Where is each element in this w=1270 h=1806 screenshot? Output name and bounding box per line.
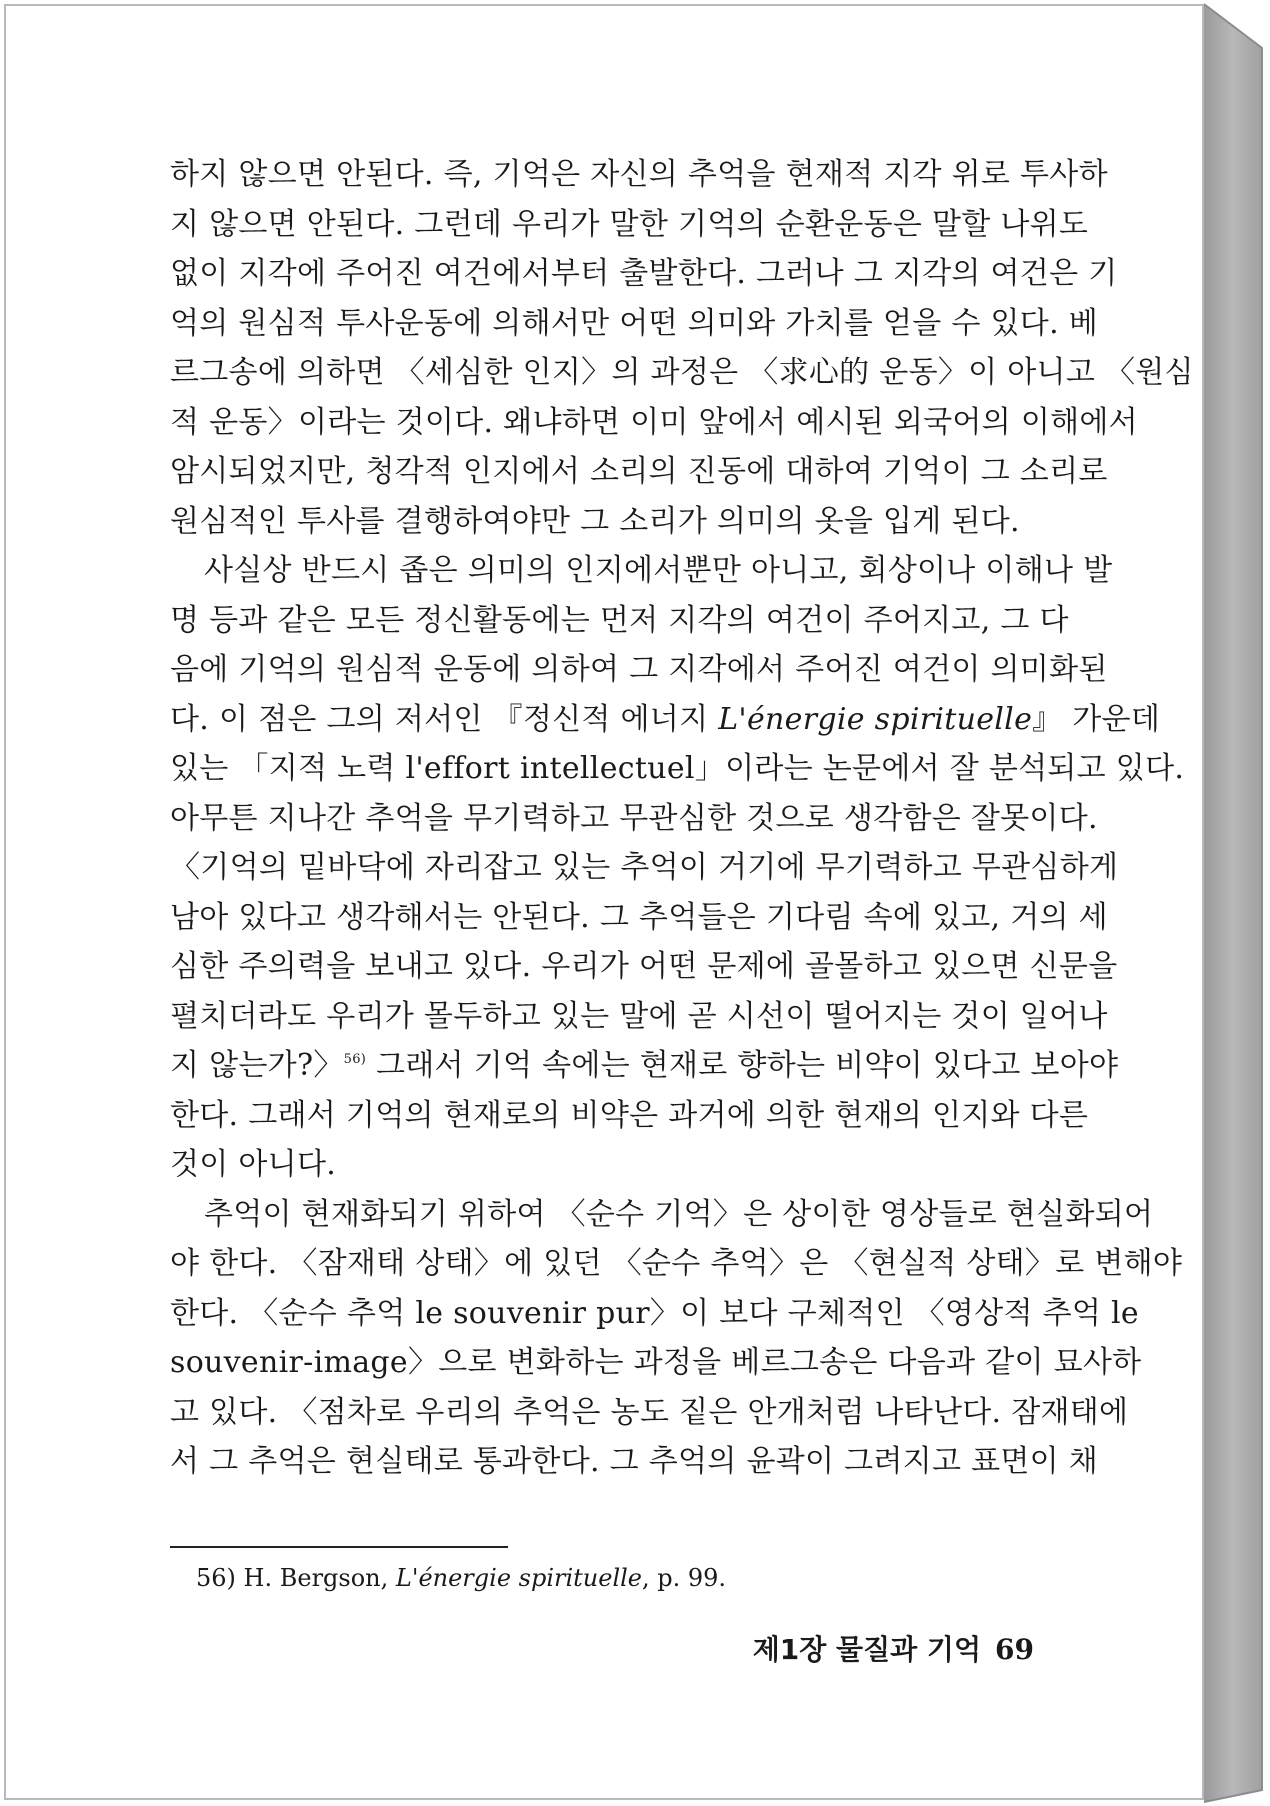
text-line: 적 운동〉이라는 것이다. 왜냐하면 이미 앞에서 예시된 외국어의 이해에서 (170, 404, 1138, 440)
text-line: 없이 지각에 주어진 여건에서부터 출발한다. 그러나 그 지각의 여건은 기 (170, 256, 1118, 291)
line-head: 다. 이 점은 그의 저서인 『정신적 에너지 (170, 701, 709, 737)
text-line: 한다. 그래서 기억의 현재로의 비약은 과거에 의한 현재의 인지와 다른 (170, 1097, 1089, 1133)
text-line: 지 않으면 안된다. 그런데 우리가 말한 기억의 순환운동은 말할 나위도 (170, 206, 1089, 242)
chapter-title: 제1장 물질과 기억 (752, 1633, 982, 1666)
text-line: 추억이 현재화되기 위하여 〈순수 기억〉은 상이한 영상들로 현실화되어 (204, 1196, 1154, 1232)
running-footer (753, 1630, 1034, 1670)
text-line: 아무튼 지나간 추억을 무기력하고 무관심한 것으로 생각함은 잘못이다. (170, 800, 1098, 836)
text-line: 음에 기억의 원심적 운동에 의하여 그 지각에서 주어진 여건이 의미화된 (170, 652, 1108, 687)
text-line: 펼치더라도 우리가 몰두하고 있는 말에 곧 시선이 떨어지는 것이 일어나 (170, 998, 1108, 1034)
text-line: 르그송에 의하면 〈세심한 인지〉의 과정은 〈求心的 운동〉이 아니고 〈원심 (170, 355, 1194, 390)
text-line-with-italic-title (170, 695, 1161, 745)
text-line: 암시되었지만, 청각적 인지에서 소리의 진동에 대하여 기억이 그 소리로 (170, 454, 1108, 489)
text-line: 남아 있다고 생각해서는 안된다. 그 추억들은 기다림 속에 있고, 거의 세 (170, 899, 1108, 935)
footnote (196, 1558, 726, 1598)
text-line: 심한 주의력을 보내고 있다. 우리가 어떤 문제에 골몰하고 있으면 신문을 (170, 949, 1118, 984)
line-tail: 』 가운데 (1032, 701, 1161, 737)
text-line: souvenir-image〉으로 변화하는 과정을 베르그송은 다음과 같이 묘사하 (170, 1345, 1142, 1380)
footnote-ref: 56) (343, 1052, 367, 1067)
text-line: 있는 「지적 노력 l'effort intellectuel」이라는 논문에서 잘 분석되고 있다. (170, 751, 1185, 786)
text-line: 서 그 추억은 현실태로 통과한다. 그 추억의 윤곽이 그려지고 표면이 채 (170, 1444, 1099, 1479)
line-tail: 그래서 기억 속에는 현재로 향하는 비약이 있다고 보아야 (366, 1048, 1119, 1083)
text-line: 야 한다. 〈잠재태 상태〉에 있던 〈순수 추억〉은 〈현실적 상태〉로 변해야 (170, 1246, 1183, 1281)
text-line: 원심적인 투사를 결행하여야만 그 소리가 의미의 옷을 입게 된다. (170, 503, 1020, 539)
text-line: 고 있다. 〈점차로 우리의 추억은 농도 짙은 안개처럼 나타난다. 잠재태에 (170, 1394, 1129, 1430)
footnote-page: , p. 99. (642, 1564, 727, 1592)
footnote-title: L'énergie spirituelle (395, 1564, 643, 1592)
footnote-author: H. Bergson, (243, 1564, 389, 1592)
text-line: 하지 않으면 안된다. 즉, 기억은 자신의 추억을 현재적 지각 위로 투사하 (170, 157, 1108, 192)
body-text (170, 150, 1194, 1487)
text-line: 억의 원심적 투사운동에 의해서만 어떤 의미와 가치를 얻을 수 있다. 베 (170, 305, 1099, 341)
italic-book-title: L'énergie spirituelle (718, 701, 1033, 737)
footnote-divider (170, 1546, 508, 1548)
page-number: 69 (995, 1633, 1034, 1666)
text-line: 것이 아니다. (170, 1147, 337, 1182)
line-head: 지 않는가?〉 (170, 1048, 344, 1083)
text-line: 한다. 〈순수 추억 le souvenir pur〉이 보다 구체적인 〈영상적 추억 le (170, 1295, 1139, 1331)
text-line: 명 등과 같은 모든 정신활동에는 먼저 지각의 여건이 주어지고, 그 다 (170, 602, 1069, 638)
text-line-with-footnote-ref (170, 1041, 1119, 1091)
text-line: 〈기억의 밑바닥에 자리잡고 있는 추억이 거기에 무기력하고 무관심하게 (170, 850, 1119, 885)
text-line: 사실상 반드시 좁은 의미의 인지에서뿐만 아니고, 회상이나 이해나 발 (204, 553, 1113, 588)
footnote-number: 56) (196, 1564, 236, 1592)
